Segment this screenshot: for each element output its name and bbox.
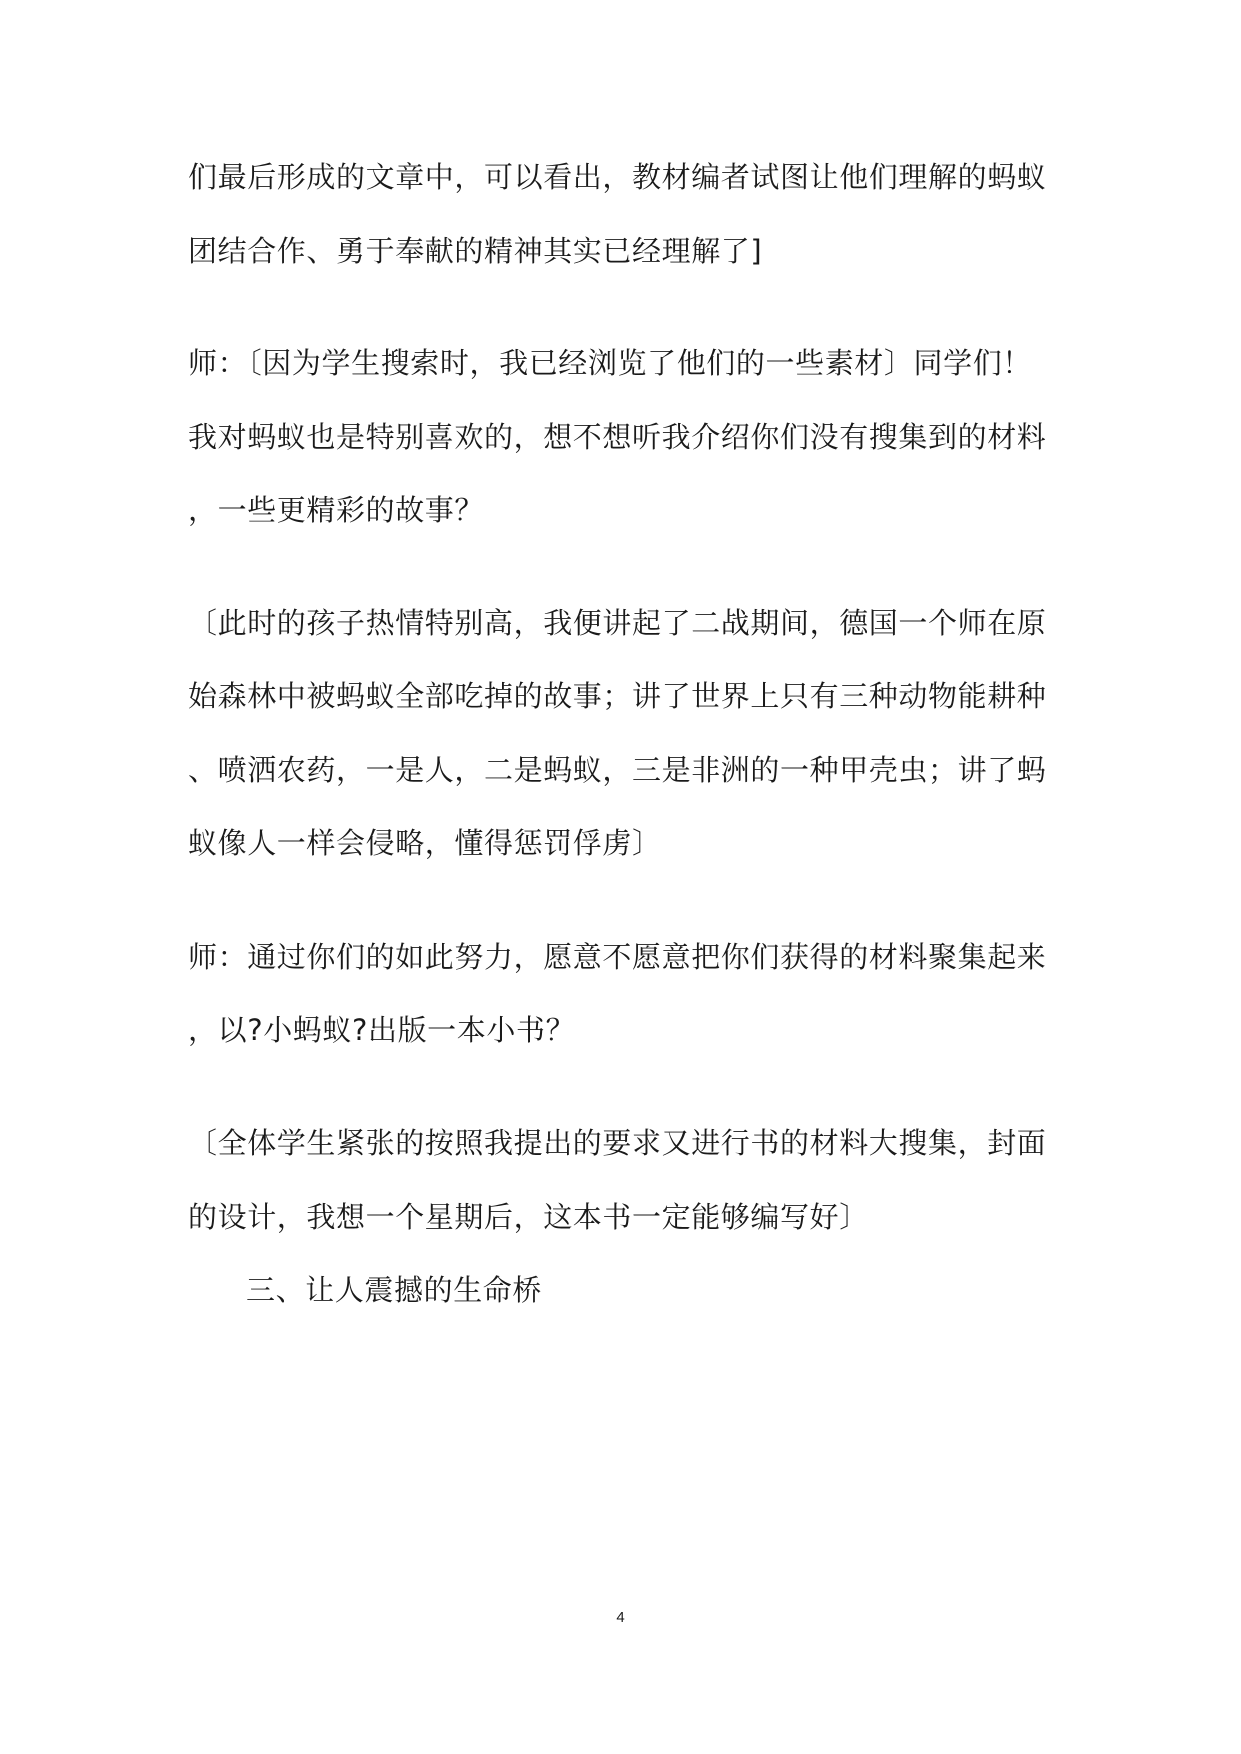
paragraph-3-line-4: 蚁像人一样会侵略，懂得惩罚俘虏〕 — [188, 826, 662, 860]
paragraph-4-line-1: 师：通过你们的如此努力，愿意不愿意把你们获得的材料聚集起来 — [188, 940, 1047, 974]
paragraph-1-line-2: 团结合作、勇于奉献的精神其实已经理解了] — [188, 234, 763, 268]
paragraph-3-line-3: 、喷洒农药，一是人，二是蚂蚁，三是非洲的一种甲壳虫；讲了蚂 — [188, 753, 1047, 787]
paragraph-1-line-1: 们最后形成的文章中，可以看出，教材编者试图让他们理解的蚂蚁 — [188, 160, 1047, 194]
paragraph-5-line-2: 的设计，我想一个星期后，这本书一定能够编写好〕 — [188, 1200, 869, 1234]
paragraph-3-line-1: 〔此时的孩子热情特别高，我便讲起了二战期间，德国一个师在原 — [188, 606, 1047, 640]
paragraph-4-line-2: ，以?小蚂蚁?出版一本小书？ — [188, 1013, 576, 1047]
page-number: 4 — [616, 1609, 625, 1626]
paragraph-2-line-2: 我对蚂蚁也是特别喜欢的，想不想听我介绍你们没有搜集到的材料 — [188, 420, 1047, 454]
paragraph-2-line-3: ，一些更精彩的故事？ — [188, 493, 485, 527]
section-heading: 三、让人震撼的生命桥 — [246, 1273, 543, 1307]
paragraph-2-line-1: 师：〔因为学生搜索时，我已经浏览了他们的一些素材〕同学们！ — [188, 346, 1032, 380]
paragraph-5-line-1: 〔全体学生紧张的按照我提出的要求又进行书的材料大搜集，封面 — [188, 1126, 1047, 1160]
paragraph-3-line-2: 始森林中被蚂蚁全部吃掉的故事；讲了世界上只有三种动物能耕种 — [188, 679, 1047, 713]
